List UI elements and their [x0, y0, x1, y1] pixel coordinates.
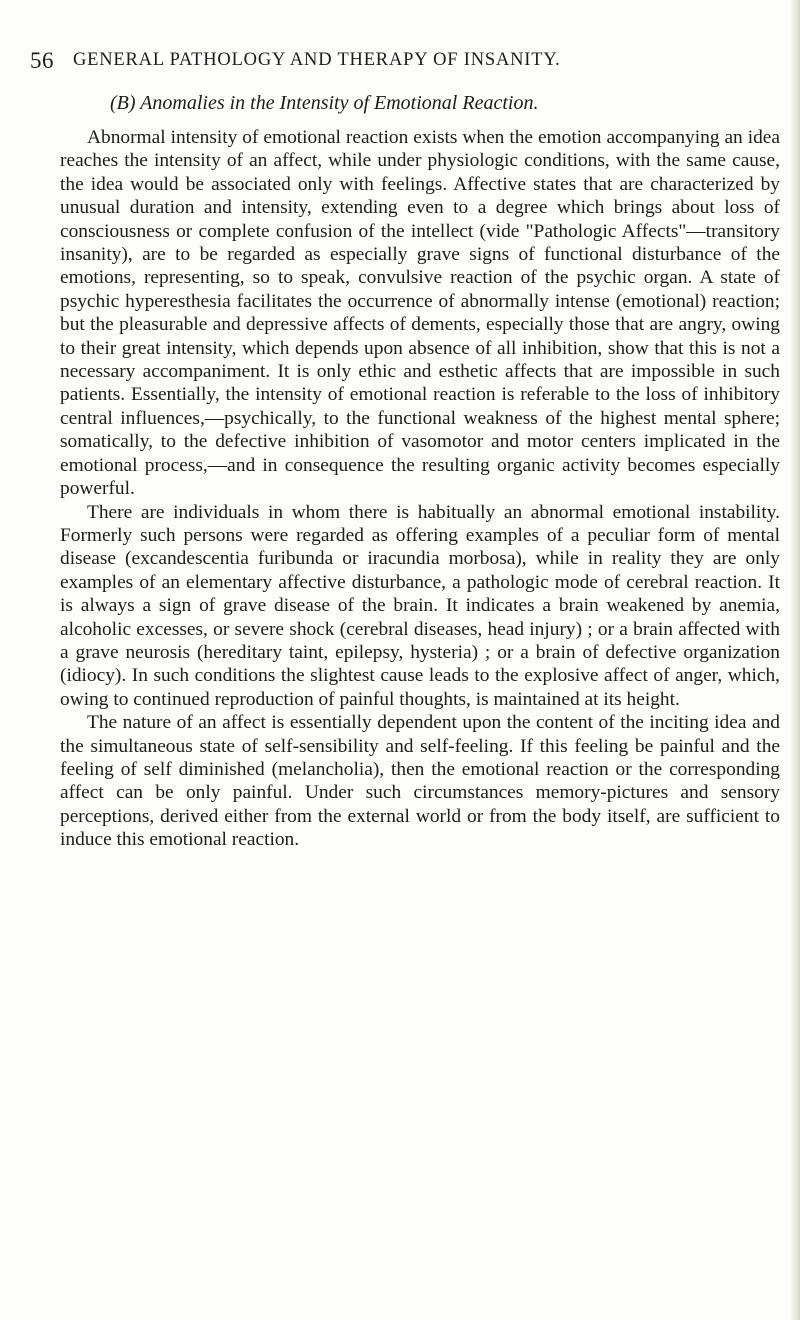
page-edge-shadow	[790, 0, 800, 1320]
paragraph: The nature of an affect is essentially dependent upon the content of the inciting idea and the simultaneous state of self-sensibility and self-feeling. If this feeling be painful and the feeling of self diminished (melancholia), then the emotional reaction or the corresponding affect can be only painful. Under such circumstances memory-pictures and sensory perceptions, derived either from the external world or from the body itself, are sufficient to induce this emotional reaction.	[60, 712, 780, 851]
running-header	[30, 44, 770, 74]
paragraph: There are individuals in whom there is habitually an abnormal emotional instability. Formerly such persons were regarded as offering examples of a peculiar form of mental disease (excandescentia furibunda or iracundia morbosa), while in reality they are only examples of an elementary affective disturbance, a pathologic mode of cerebral reaction. It is always a sign of grave disease of the brain. It indicates a brain weakened by anemia, alcoholic excesses, or severe shock (cerebral diseases, head injury) ; or a brain affected with a grave neurosis (hereditary taint, epilepsy, hysteria) ; or a brain of defective organization (idiocy). In such conditions the slightest cause leads to the explosive affect of anger, which, owing to continued reproduction of painful thoughts, is maintained at its height.	[60, 501, 780, 710]
paragraph: Abnormal intensity of emotional reaction exists when the emotion accompanying an idea reaches the intensity of an affect, while under physiologic conditions, with the same cause, the idea would be associated only with feelings. Affective states that are characterized by unusual duration and intensity, extending even to a degree which brings about loss of consciousness or complete confusion of the intellect (vide "Pathologic Affects"—transitory insanity), are to be regarded as especially grave signs of functional disturbance of the emotions, representing, so to speak, convulsive reaction of the psychic organ. A state of psychic hyperesthesia facilitates the occurrence of abnormally intense (emotional) reaction; but the pleasurable and depressive affects of dements, especially those that are angry, owing to their great intensity, which depends upon absence of all inhibition, show that this is not a necessary accompaniment. It is only ethic and esthetic affects that are impossible in such patients. Essentially, the intensity of emotional reaction is referable to the loss of inhibitory central influences,—psychically, to the functional weakness of the highest mental sphere; somatically, to the defective inhibition of vasomotor and motor centers implicated in the emotional process,—and in consequence the resulting organic activity becomes especially powerful.	[60, 127, 780, 500]
section-heading: (B) Anomalies in the Intensity of Emotional Reaction.	[110, 92, 539, 114]
page-number: 56	[30, 48, 54, 73]
body-text	[60, 126, 780, 852]
running-title: GENERAL PATHOLOGY AND THERAPY OF INSANITY.	[73, 50, 561, 70]
